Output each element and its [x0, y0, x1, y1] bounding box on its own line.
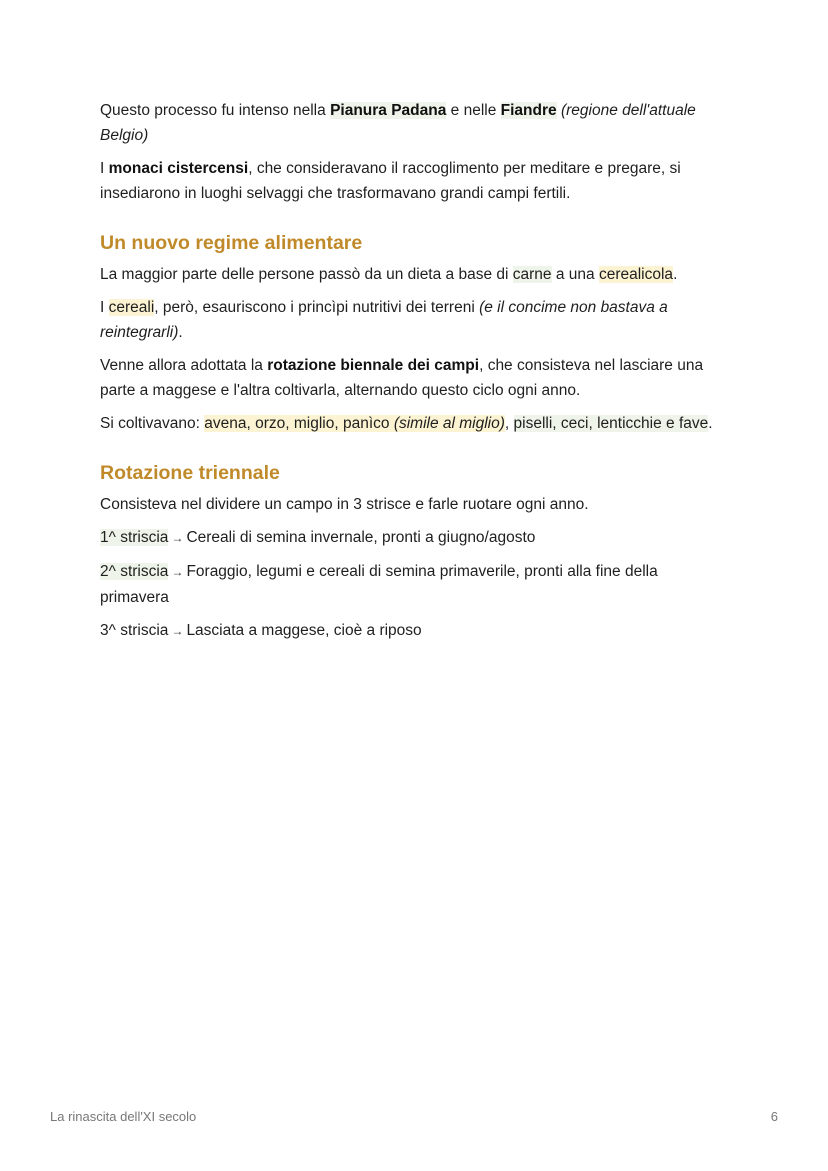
arrow-right-icon: → [171, 624, 184, 638]
footer-title: La rinascita dell'XI secolo [50, 1109, 197, 1124]
text: Questo processo fu intenso nella [100, 102, 331, 119]
striscia-label: 1^ striscia [100, 529, 169, 546]
text: , che consideravano il raccoglimento per meditare e pregare, si insediarono in luoghi selvaggi che trasformavano grandi campi fertili. [100, 160, 681, 202]
paragraph-rotazione-biennale [100, 353, 730, 403]
paragraph-coltivavano [100, 411, 730, 436]
paragraph-dieta [100, 262, 730, 287]
text: e nelle [446, 102, 501, 119]
text: , che consisteva nel lasciare una parte a maggese e l'altra coltivarla, alternando questo ciclo ogni anno. [100, 357, 704, 399]
text: Venne allora adottata la [100, 357, 268, 374]
page-number: 6 [770, 1109, 778, 1124]
text: Si coltivavano: [100, 415, 205, 432]
text: . [178, 324, 183, 341]
paragraph-pianura [100, 98, 730, 148]
paragraph-monaci [100, 156, 730, 206]
highlight-cereali: cereali [108, 299, 155, 316]
striscia-text: Foraggio, legumi e cereali di semina primaverile, pronti alla fine della primavera [100, 563, 658, 606]
striscia-text: Cereali di semina invernale, pronti a giugno/agosto [186, 529, 536, 546]
highlight-legumi-list: piselli, ceci, lenticchie e fave [513, 415, 709, 432]
text: a una [551, 266, 599, 283]
heading-regime-alimentare: Un nuovo regime alimentare [100, 232, 363, 254]
striscia-label: 2^ striscia [100, 563, 169, 580]
highlight-cerealicola: cerealicola [598, 266, 674, 283]
text: . [708, 415, 713, 432]
highlight-cereali-list [204, 415, 505, 432]
text: I [100, 299, 109, 316]
striscia-label: 3^ striscia [100, 622, 169, 639]
row-striscia-3 [100, 618, 730, 644]
text: I [100, 160, 109, 177]
row-striscia-1 [100, 525, 730, 551]
highlight-carne: carne [512, 266, 552, 283]
italic-note: (e il concime non bastava a reintegrarli) [100, 299, 668, 341]
paragraph-cereali [100, 295, 730, 345]
arrow-right-icon: → [171, 531, 184, 545]
italic-note: (simile al miglio) [393, 415, 505, 432]
paragraph-strisce: Consisteva nel dividere un campo in 3 strisce e farle ruotare ogni anno. [100, 496, 589, 513]
text: La maggior parte delle persone passò da un dieta a base di [100, 266, 513, 283]
row-striscia-2 [100, 559, 730, 610]
highlight-fiandre: Fiandre [500, 102, 557, 119]
text: avena, orzo, miglio, panìco [204, 415, 394, 432]
bold-monaci: monaci cistercensi [108, 160, 249, 177]
text: , però, esauriscono i princìpi nutritivi dei terreni [154, 299, 480, 316]
document-page [100, 98, 730, 652]
italic-note: (regione dell'attuale Belgio) [100, 102, 696, 144]
text: . [673, 266, 678, 283]
heading-rotazione-triennale: Rotazione triennale [100, 462, 280, 484]
text: , [504, 415, 514, 432]
arrow-right-icon: → [171, 565, 184, 579]
page-footer [50, 1109, 778, 1124]
highlight-pianura-padana: Pianura Padana [330, 102, 447, 119]
striscia-text: Lasciata a maggese, cioè a riposo [186, 622, 422, 639]
bold-rotazione-biennale: rotazione biennale dei campi [267, 357, 480, 374]
